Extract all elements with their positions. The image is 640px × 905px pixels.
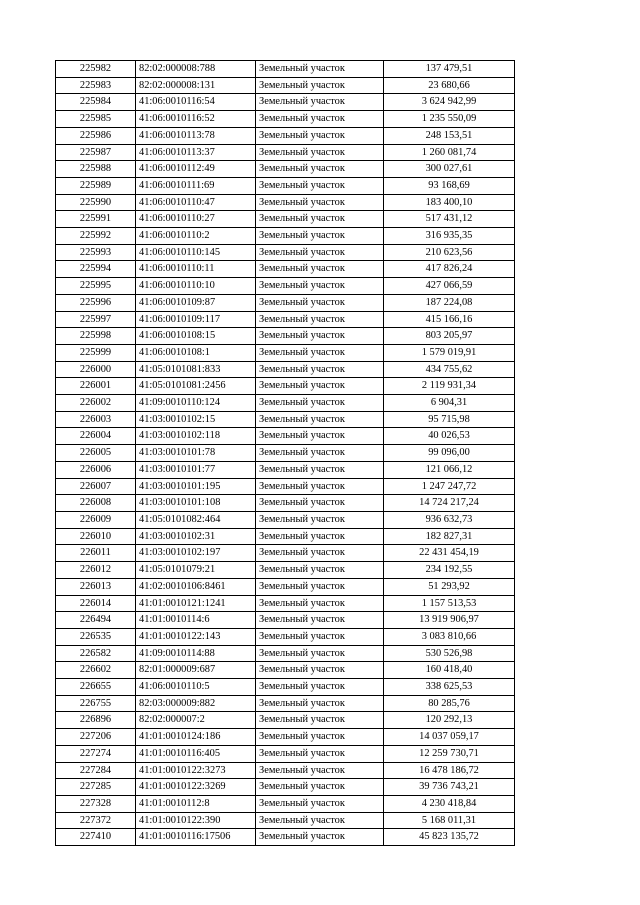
- table-row: [56, 729, 515, 746]
- record-id-cell: 226535: [56, 628, 136, 645]
- record-id-cell: 226007: [56, 478, 136, 495]
- object-type-cell: Земельный участок: [256, 812, 384, 829]
- record-id-cell: 225988: [56, 161, 136, 178]
- object-type-cell: Земельный участок: [256, 829, 384, 846]
- object-type-cell: Земельный участок: [256, 679, 384, 696]
- record-id-cell: 226002: [56, 395, 136, 412]
- cadastral-number-cell: 82:03:000009:882: [136, 695, 256, 712]
- cadastral-value-cell: 1 235 550,09: [384, 111, 515, 128]
- record-id-cell: 226005: [56, 445, 136, 462]
- record-id-cell: 227206: [56, 729, 136, 746]
- cadastral-value-cell: 3 624 942,99: [384, 94, 515, 111]
- object-type-cell: Земельный участок: [256, 111, 384, 128]
- table-row: [56, 645, 515, 662]
- object-type-cell: Земельный участок: [256, 461, 384, 478]
- table-row: [56, 344, 515, 361]
- land-plot-table: [55, 60, 515, 846]
- record-id-cell: 227372: [56, 812, 136, 829]
- cadastral-value-cell: 210 623,56: [384, 244, 515, 261]
- cadastral-number-cell: 41:06:0010110:11: [136, 261, 256, 278]
- record-id-cell: 227285: [56, 779, 136, 796]
- table-row: [56, 428, 515, 445]
- table-row: [56, 779, 515, 796]
- record-id-cell: 226009: [56, 511, 136, 528]
- object-type-cell: Земельный участок: [256, 662, 384, 679]
- cadastral-number-cell: 82:02:000008:788: [136, 61, 256, 78]
- record-id-cell: 226001: [56, 378, 136, 395]
- cadastral-number-cell: 41:05:0101081:833: [136, 361, 256, 378]
- record-id-cell: 226000: [56, 361, 136, 378]
- cadastral-number-cell: 41:06:0010110:2: [136, 228, 256, 245]
- table-row: [56, 411, 515, 428]
- cadastral-number-cell: 41:06:0010108:15: [136, 328, 256, 345]
- object-type-cell: Земельный участок: [256, 161, 384, 178]
- table-row: [56, 177, 515, 194]
- record-id-cell: 226896: [56, 712, 136, 729]
- table-row: [56, 77, 515, 94]
- record-id-cell: 226012: [56, 562, 136, 579]
- record-id-cell: 225998: [56, 328, 136, 345]
- cadastral-value-cell: 4 230 418,84: [384, 795, 515, 812]
- cadastral-value-cell: 2 119 931,34: [384, 378, 515, 395]
- object-type-cell: Земельный участок: [256, 511, 384, 528]
- record-id-cell: 225993: [56, 244, 136, 261]
- cadastral-value-cell: 187 224,08: [384, 294, 515, 311]
- record-id-cell: 225996: [56, 294, 136, 311]
- cadastral-number-cell: 41:01:0010112:8: [136, 795, 256, 812]
- record-id-cell: 225997: [56, 311, 136, 328]
- cadastral-number-cell: 41:03:0010101:195: [136, 478, 256, 495]
- cadastral-number-cell: 41:03:0010101:108: [136, 495, 256, 512]
- object-type-cell: Земельный участок: [256, 278, 384, 295]
- cadastral-number-cell: 41:01:0010124:186: [136, 729, 256, 746]
- object-type-cell: Земельный участок: [256, 729, 384, 746]
- cadastral-number-cell: 82:02:000008:131: [136, 77, 256, 94]
- record-id-cell: 225986: [56, 127, 136, 144]
- table-row: [56, 261, 515, 278]
- cadastral-number-cell: 82:01:000009:687: [136, 662, 256, 679]
- table-row: [56, 244, 515, 261]
- object-type-cell: Земельный участок: [256, 228, 384, 245]
- cadastral-value-cell: 803 205,97: [384, 328, 515, 345]
- cadastral-number-cell: 41:03:0010102:197: [136, 545, 256, 562]
- cadastral-value-cell: 12 259 730,71: [384, 745, 515, 762]
- record-id-cell: 226004: [56, 428, 136, 445]
- cadastral-number-cell: 41:03:0010101:78: [136, 445, 256, 462]
- record-id-cell: 227328: [56, 795, 136, 812]
- cadastral-number-cell: 41:03:0010102:31: [136, 528, 256, 545]
- object-type-cell: Земельный участок: [256, 528, 384, 545]
- cadastral-number-cell: 41:03:0010102:15: [136, 411, 256, 428]
- record-id-cell: 226655: [56, 679, 136, 696]
- cadastral-number-cell: 41:05:0101082:464: [136, 511, 256, 528]
- cadastral-value-cell: 530 526,98: [384, 645, 515, 662]
- table-row: [56, 228, 515, 245]
- table-row: [56, 812, 515, 829]
- cadastral-number-cell: 41:01:0010116:17506: [136, 829, 256, 846]
- cadastral-value-cell: 5 168 011,31: [384, 812, 515, 829]
- record-id-cell: 225994: [56, 261, 136, 278]
- cadastral-value-cell: 248 153,51: [384, 127, 515, 144]
- cadastral-value-cell: 22 431 454,19: [384, 545, 515, 562]
- object-type-cell: Земельный участок: [256, 61, 384, 78]
- record-id-cell: 225983: [56, 77, 136, 94]
- cadastral-value-cell: 3 083 810,66: [384, 628, 515, 645]
- cadastral-value-cell: 517 431,12: [384, 211, 515, 228]
- object-type-cell: Земельный участок: [256, 779, 384, 796]
- table-row: [56, 662, 515, 679]
- object-type-cell: Земельный участок: [256, 578, 384, 595]
- table-row: [56, 127, 515, 144]
- object-type-cell: Земельный участок: [256, 495, 384, 512]
- table-row: [56, 361, 515, 378]
- table-row: [56, 628, 515, 645]
- cadastral-value-cell: 16 478 186,72: [384, 762, 515, 779]
- object-type-cell: Земельный участок: [256, 328, 384, 345]
- record-id-cell: 225984: [56, 94, 136, 111]
- cadastral-value-cell: 40 026,53: [384, 428, 515, 445]
- object-type-cell: Земельный участок: [256, 445, 384, 462]
- table-row: [56, 578, 515, 595]
- object-type-cell: Земельный участок: [256, 411, 384, 428]
- cadastral-number-cell: 41:09:0010110:124: [136, 395, 256, 412]
- object-type-cell: Земельный участок: [256, 211, 384, 228]
- cadastral-number-cell: 41:01:0010122:390: [136, 812, 256, 829]
- cadastral-number-cell: 41:02:0010106:8461: [136, 578, 256, 595]
- table-body: [56, 61, 515, 846]
- cadastral-number-cell: 41:01:0010121:1241: [136, 595, 256, 612]
- record-id-cell: 227410: [56, 829, 136, 846]
- table-row: [56, 445, 515, 462]
- cadastral-value-cell: 1 260 081,74: [384, 144, 515, 161]
- table-row: [56, 762, 515, 779]
- cadastral-number-cell: 41:06:0010110:27: [136, 211, 256, 228]
- cadastral-number-cell: 41:03:0010102:118: [136, 428, 256, 445]
- object-type-cell: Земельный участок: [256, 395, 384, 412]
- object-type-cell: Земельный участок: [256, 378, 384, 395]
- cadastral-number-cell: 41:06:0010110:5: [136, 679, 256, 696]
- table-row: [56, 679, 515, 696]
- table-row: [56, 294, 515, 311]
- record-id-cell: 225982: [56, 61, 136, 78]
- table-row: [56, 562, 515, 579]
- cadastral-value-cell: 300 027,61: [384, 161, 515, 178]
- record-id-cell: 225991: [56, 211, 136, 228]
- cadastral-value-cell: 14 724 217,24: [384, 495, 515, 512]
- record-id-cell: 225999: [56, 344, 136, 361]
- record-id-cell: 226013: [56, 578, 136, 595]
- cadastral-number-cell: 41:03:0010101:77: [136, 461, 256, 478]
- cadastral-value-cell: 936 632,73: [384, 511, 515, 528]
- cadastral-value-cell: 415 166,16: [384, 311, 515, 328]
- table-row: [56, 495, 515, 512]
- cadastral-value-cell: 316 935,35: [384, 228, 515, 245]
- table-row: [56, 612, 515, 629]
- table-row: [56, 745, 515, 762]
- cadastral-value-cell: 1 247 247,72: [384, 478, 515, 495]
- object-type-cell: Земельный участок: [256, 127, 384, 144]
- object-type-cell: Земельный участок: [256, 762, 384, 779]
- table-row: [56, 194, 515, 211]
- cadastral-value-cell: 121 066,12: [384, 461, 515, 478]
- table-row: [56, 829, 515, 846]
- object-type-cell: Земельный участок: [256, 745, 384, 762]
- record-id-cell: 226582: [56, 645, 136, 662]
- object-type-cell: Земельный участок: [256, 478, 384, 495]
- cadastral-number-cell: 41:06:0010116:54: [136, 94, 256, 111]
- object-type-cell: Земельный участок: [256, 562, 384, 579]
- record-id-cell: 226014: [56, 595, 136, 612]
- table-row: [56, 311, 515, 328]
- record-id-cell: 227274: [56, 745, 136, 762]
- table-row: [56, 478, 515, 495]
- object-type-cell: Земельный участок: [256, 144, 384, 161]
- table-row: [56, 94, 515, 111]
- record-id-cell: 226602: [56, 662, 136, 679]
- record-id-cell: 225985: [56, 111, 136, 128]
- cadastral-number-cell: 41:01:0010122:3273: [136, 762, 256, 779]
- object-type-cell: Земельный участок: [256, 311, 384, 328]
- cadastral-value-cell: 160 418,40: [384, 662, 515, 679]
- object-type-cell: Земельный участок: [256, 344, 384, 361]
- record-id-cell: 226010: [56, 528, 136, 545]
- cadastral-number-cell: 41:01:0010114:6: [136, 612, 256, 629]
- cadastral-value-cell: 45 823 135,72: [384, 829, 515, 846]
- object-type-cell: Земельный участок: [256, 244, 384, 261]
- cadastral-number-cell: 41:06:0010110:10: [136, 278, 256, 295]
- cadastral-number-cell: 41:06:0010113:37: [136, 144, 256, 161]
- object-type-cell: Земельный участок: [256, 795, 384, 812]
- cadastral-number-cell: 41:01:0010116:405: [136, 745, 256, 762]
- cadastral-number-cell: 41:06:0010110:145: [136, 244, 256, 261]
- cadastral-value-cell: 80 285,76: [384, 695, 515, 712]
- table-row: [56, 511, 515, 528]
- object-type-cell: Земельный участок: [256, 177, 384, 194]
- cadastral-number-cell: 41:06:0010109:87: [136, 294, 256, 311]
- object-type-cell: Земельный участок: [256, 361, 384, 378]
- object-type-cell: Земельный участок: [256, 77, 384, 94]
- table-row: [56, 795, 515, 812]
- cadastral-value-cell: 120 292,13: [384, 712, 515, 729]
- table-row: [56, 695, 515, 712]
- cadastral-number-cell: 41:06:0010109:117: [136, 311, 256, 328]
- cadastral-value-cell: 1 579 019,91: [384, 344, 515, 361]
- table-row: [56, 378, 515, 395]
- record-id-cell: 225992: [56, 228, 136, 245]
- object-type-cell: Земельный участок: [256, 545, 384, 562]
- cadastral-value-cell: 137 479,51: [384, 61, 515, 78]
- object-type-cell: Земельный участок: [256, 94, 384, 111]
- record-id-cell: 225989: [56, 177, 136, 194]
- record-id-cell: 226011: [56, 545, 136, 562]
- object-type-cell: Земельный участок: [256, 194, 384, 211]
- cadastral-value-cell: 434 755,62: [384, 361, 515, 378]
- cadastral-value-cell: 234 192,55: [384, 562, 515, 579]
- cadastral-value-cell: 338 625,53: [384, 679, 515, 696]
- cadastral-value-cell: 14 037 059,17: [384, 729, 515, 746]
- cadastral-number-cell: 41:06:0010112:49: [136, 161, 256, 178]
- object-type-cell: Земельный участок: [256, 628, 384, 645]
- object-type-cell: Земельный участок: [256, 294, 384, 311]
- cadastral-number-cell: 41:06:0010111:69: [136, 177, 256, 194]
- cadastral-value-cell: 1 157 513,53: [384, 595, 515, 612]
- record-id-cell: 225995: [56, 278, 136, 295]
- cadastral-number-cell: 41:05:0101081:2456: [136, 378, 256, 395]
- record-id-cell: 226755: [56, 695, 136, 712]
- table-row: [56, 328, 515, 345]
- cadastral-value-cell: 95 715,98: [384, 411, 515, 428]
- cadastral-value-cell: 39 736 743,21: [384, 779, 515, 796]
- table-row: [56, 545, 515, 562]
- record-id-cell: 226003: [56, 411, 136, 428]
- cadastral-number-cell: 41:01:0010122:3269: [136, 779, 256, 796]
- record-id-cell: 227284: [56, 762, 136, 779]
- cadastral-number-cell: 82:02:000007:2: [136, 712, 256, 729]
- cadastral-number-cell: 41:05:0101079:21: [136, 562, 256, 579]
- object-type-cell: Земельный участок: [256, 595, 384, 612]
- cadastral-number-cell: 41:06:0010113:78: [136, 127, 256, 144]
- cadastral-value-cell: 182 827,31: [384, 528, 515, 545]
- cadastral-number-cell: 41:06:0010116:52: [136, 111, 256, 128]
- object-type-cell: Земельный участок: [256, 712, 384, 729]
- cadastral-value-cell: 417 826,24: [384, 261, 515, 278]
- table-row: [56, 61, 515, 78]
- cadastral-number-cell: 41:09:0010114:88: [136, 645, 256, 662]
- table-row: [56, 161, 515, 178]
- record-id-cell: 225990: [56, 194, 136, 211]
- cadastral-number-cell: 41:06:0010108:1: [136, 344, 256, 361]
- object-type-cell: Земельный участок: [256, 645, 384, 662]
- document-page: [55, 60, 514, 846]
- table-row: [56, 461, 515, 478]
- record-id-cell: 226006: [56, 461, 136, 478]
- cadastral-value-cell: 23 680,66: [384, 77, 515, 94]
- cadastral-number-cell: 41:01:0010122:143: [136, 628, 256, 645]
- table-row: [56, 111, 515, 128]
- object-type-cell: Земельный участок: [256, 695, 384, 712]
- cadastral-number-cell: 41:06:0010110:47: [136, 194, 256, 211]
- cadastral-value-cell: 427 066,59: [384, 278, 515, 295]
- table-row: [56, 278, 515, 295]
- table-row: [56, 395, 515, 412]
- table-row: [56, 211, 515, 228]
- record-id-cell: 226494: [56, 612, 136, 629]
- table-row: [56, 528, 515, 545]
- object-type-cell: Земельный участок: [256, 261, 384, 278]
- cadastral-value-cell: 51 293,92: [384, 578, 515, 595]
- object-type-cell: Земельный участок: [256, 428, 384, 445]
- record-id-cell: 225987: [56, 144, 136, 161]
- table-row: [56, 712, 515, 729]
- cadastral-value-cell: 183 400,10: [384, 194, 515, 211]
- cadastral-value-cell: 6 904,31: [384, 395, 515, 412]
- cadastral-value-cell: 13 919 906,97: [384, 612, 515, 629]
- table-row: [56, 595, 515, 612]
- cadastral-value-cell: 93 168,69: [384, 177, 515, 194]
- object-type-cell: Земельный участок: [256, 612, 384, 629]
- record-id-cell: 226008: [56, 495, 136, 512]
- table-row: [56, 144, 515, 161]
- cadastral-value-cell: 99 096,00: [384, 445, 515, 462]
